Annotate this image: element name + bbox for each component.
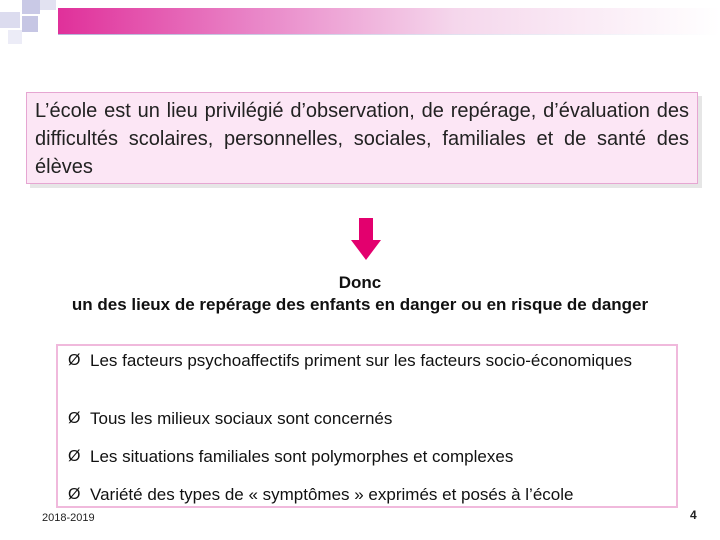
arrow-bullet-icon: Ø [68,410,81,427]
decorative-square [22,0,40,14]
page-number: 4 [690,508,697,522]
list-item-text: Tous les milieux sociaux sont concernés [90,409,393,428]
footer-year: 2018-2019 [42,512,95,524]
header-divider [58,34,720,35]
list-item [68,408,668,429]
list-item-text: Les facteurs psychoaffectifs priment sur les facteurs socio-économiques [90,351,633,370]
list-item-text: Variété des types de « symptômes » exprimés et posés à l’école [90,485,574,504]
intro-statement-box [26,92,698,184]
decorative-square [22,16,38,32]
conclusion-donc: Donc [338,273,382,292]
list-item [68,446,668,467]
list-item-text: Les situations familiales sont polymorphes et complexes [90,447,514,466]
intro-statement-text: L’école est un lieu privilégié d’observation, de repérage, d’évaluation des difficultés scolaires, personnelles, sociales, familiales et de santé des élèves [35,100,689,178]
decorative-square [0,12,20,28]
arrow-bullet-icon: Ø [68,486,81,503]
decorative-square [40,0,56,10]
header-gradient-bar [58,8,720,34]
decorative-square [8,30,22,44]
conclusion-text [0,272,720,316]
list-item [68,484,668,505]
arrow-bullet-icon: Ø [68,448,81,465]
arrow-bullet-icon: Ø [68,352,81,369]
down-arrow-icon [351,218,381,260]
conclusion-statement: un des lieux de repérage des enfants en danger ou en risque de danger [71,295,649,314]
list-item [68,350,668,371]
